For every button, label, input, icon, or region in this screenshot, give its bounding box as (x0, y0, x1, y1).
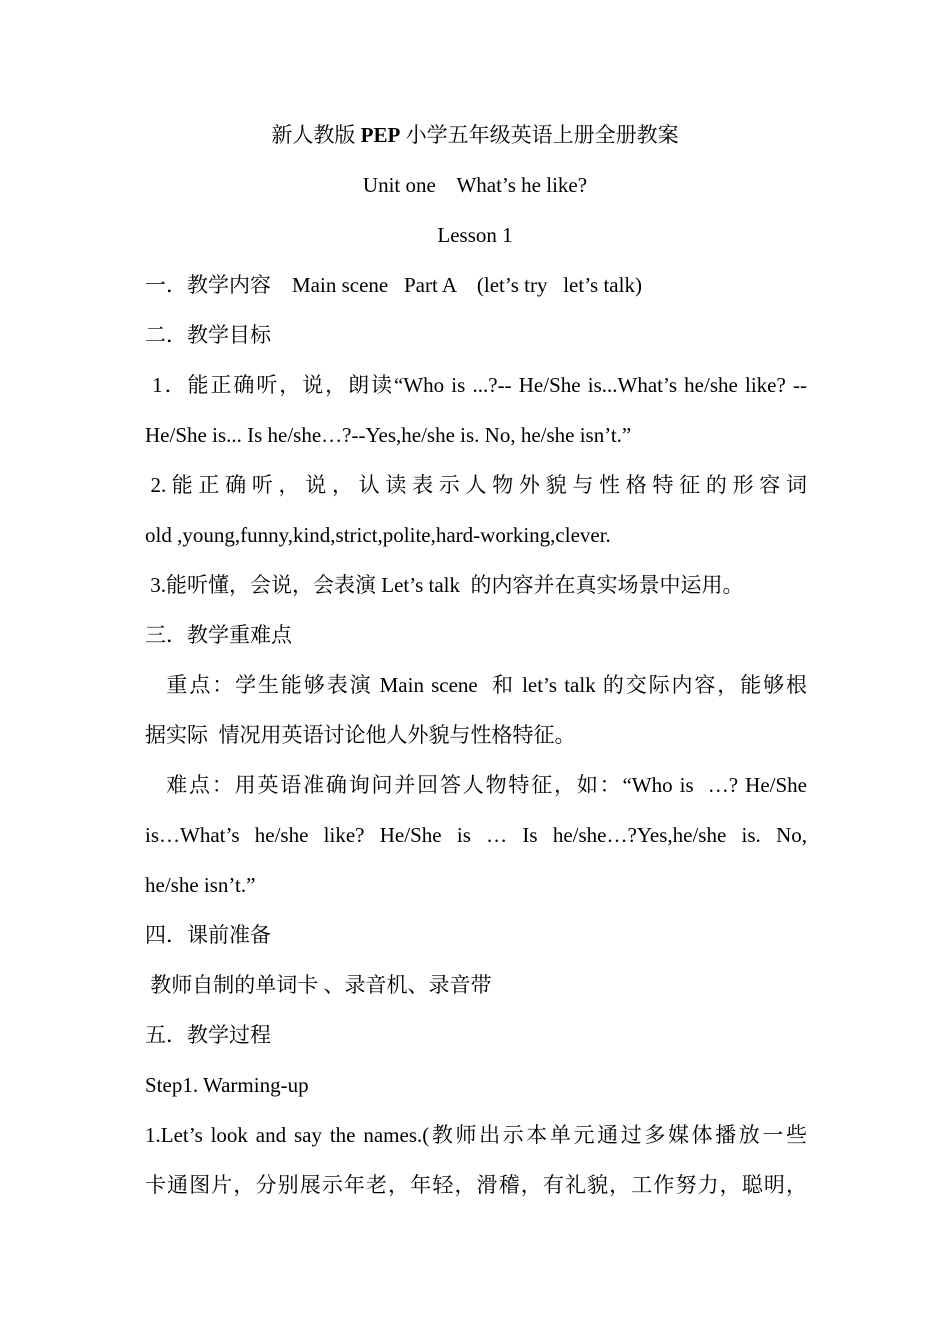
step-1-heading: Step1. Warming-up (145, 1073, 309, 1097)
step-1-line-1: 1.Let’s look and say the names.(教师出示本单元通过多媒体播放一些 (145, 1123, 807, 1147)
unit-heading: Unit one What’s he like? (362, 173, 588, 197)
difficulty-line-3: he/she isn’t.” (145, 873, 256, 897)
section-teaching-content: 一．教学内容 Main scene Part A (let’s try let’s talk) (145, 273, 642, 297)
goal-2-line-2: old ,young,funny,kind,strict,polite,hard-working,clever. (145, 523, 611, 547)
goal-3: 3.能听懂，会说，会表演 Let’s talk 的内容并在真实场景中运用。 (145, 573, 744, 597)
document-title (0, 120, 950, 150)
section-teaching-process: 五．教学过程 (145, 1023, 271, 1047)
title-suffix: 小学五年级英语上册全册教案 (405, 123, 679, 147)
difficulty-line-2: is…What’s he/she like? He/She is … Is he/she…?Yes,he/she is. No, (145, 823, 807, 847)
goal-1-line-2: He/She is... Is he/she…?--Yes,he/she is. No, he/she isn’t.” (145, 423, 632, 447)
key-point-line-2: 据实际 情况用英语讨论他人外貌与性格特征。 (145, 723, 576, 747)
key-point-line-1: 重点：学生能够表演 Main scene 和 let’s talk 的交际内容，能够根 (145, 673, 807, 697)
goal-1-line-1: 1．能正确听，说，朗读“Who is ...?-- He/She is...What’s he/she like? -- (145, 373, 807, 397)
lesson-heading: Lesson 1 (437, 223, 513, 247)
preparation-items: 教师自制的单词卡 、录音机、录音带 (145, 973, 492, 997)
section-key-points: 三．教学重难点 (145, 623, 292, 647)
title-bold: PEP (360, 123, 401, 147)
section-teaching-goals: 二．教学目标 (145, 323, 271, 347)
section-preparation: 四．课前准备 (145, 923, 271, 947)
step-1-line-2: 卡通图片，分别展示年老，年轻，滑稽，有礼貌，工作努力，聪明， (145, 1173, 807, 1197)
title-prefix: 新人教版 (271, 123, 356, 147)
goal-2-line-1: 2. 能 正 确 听 ， 说 ， 认 读 表 示 人 物 外 貌 与 性 格 特 征 的 形 容 词 (145, 473, 807, 497)
difficulty-line-1: 难点：用英语准确询问并回答人物特征，如：“Who is …? He/She (145, 773, 807, 797)
